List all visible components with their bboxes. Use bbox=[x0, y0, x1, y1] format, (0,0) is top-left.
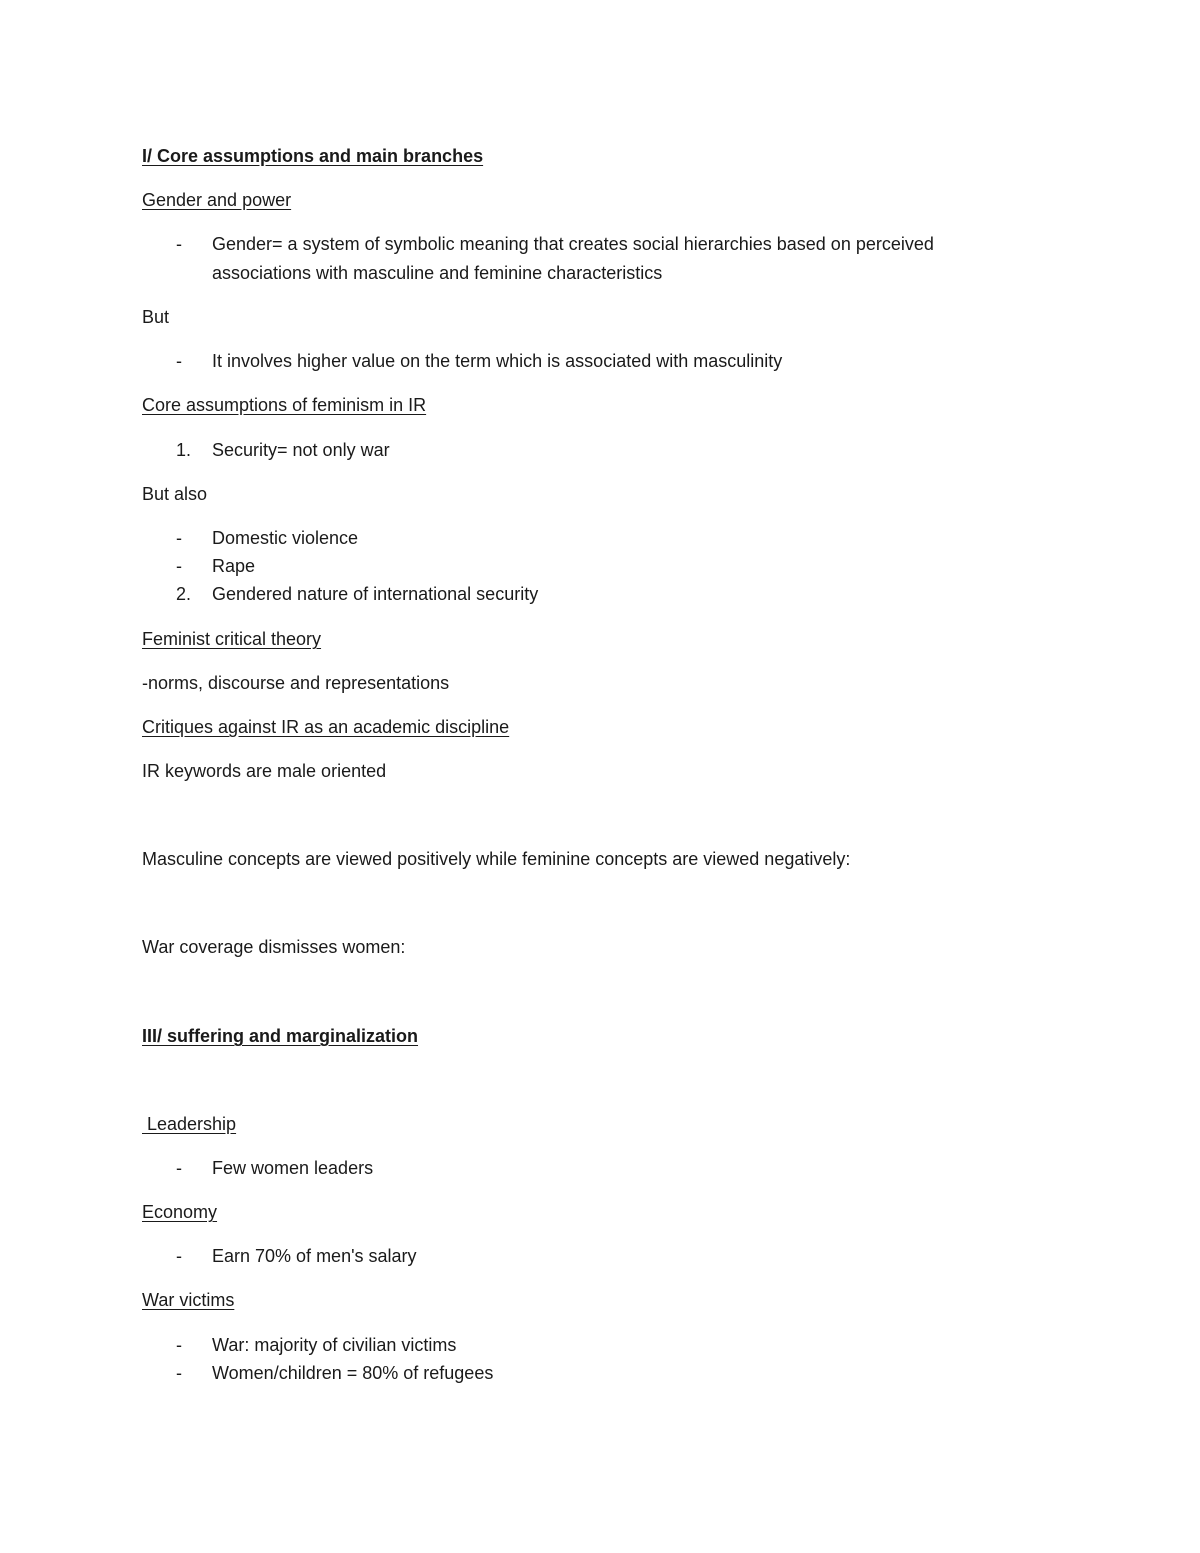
gendered-nature-item: Gendered nature of international security bbox=[212, 584, 539, 604]
security-item: Security= not only war bbox=[212, 440, 390, 460]
war-coverage-text: War coverage dismisses women: bbox=[142, 937, 406, 957]
gender-power-subheading: Gender and power bbox=[142, 190, 292, 210]
gender-definition-line1: Gender= a system of symbolic meaning that creates social hierarchies based on perceived bbox=[212, 234, 934, 254]
economy-subheading: Economy bbox=[142, 1202, 218, 1222]
bullet-dash: - bbox=[176, 556, 182, 576]
bullet-dash: - bbox=[176, 1246, 182, 1266]
bullet-dash: - bbox=[176, 1363, 182, 1383]
domestic-violence-item: Domestic violence bbox=[212, 528, 359, 548]
section1-heading: I/ Core assumptions and main branches bbox=[142, 146, 484, 166]
masculinity-value-item: It involves higher value on the term which is associated with masculinity bbox=[212, 351, 783, 371]
list-number-2: 2. bbox=[176, 584, 192, 604]
war-victims-subheading: War victims bbox=[142, 1290, 235, 1310]
bullet-dash: - bbox=[176, 1335, 182, 1355]
salary-item: Earn 70% of men's salary bbox=[212, 1246, 417, 1266]
section3-heading: III/ suffering and marginalization bbox=[142, 1026, 419, 1046]
feminist-critical-text: -norms, discourse and representations bbox=[142, 673, 450, 693]
critiques-text: IR keywords are male oriented bbox=[142, 761, 387, 781]
leadership-subheading: Leadership bbox=[142, 1114, 237, 1134]
bullet-dash: - bbox=[176, 528, 182, 548]
bullet-dash: - bbox=[176, 1158, 182, 1178]
core-assumptions-subheading: Core assumptions of feminism in IR bbox=[142, 395, 427, 415]
masculine-concepts-text: Masculine concepts are viewed positively while feminine concepts are viewed negatively: bbox=[142, 849, 851, 869]
list-number-1: 1. bbox=[176, 440, 192, 460]
bullet-dash: - bbox=[176, 234, 182, 254]
gender-definition-line2: associations with masculine and feminine characteristics bbox=[212, 263, 663, 283]
feminist-critical-subheading: Feminist critical theory bbox=[142, 629, 322, 649]
civilian-victims-item: War: majority of civilian victims bbox=[212, 1335, 457, 1355]
few-women-leaders-item: Few women leaders bbox=[212, 1158, 374, 1178]
but-text: But bbox=[142, 307, 170, 327]
bullet-dash: - bbox=[176, 351, 182, 371]
refugees-item: Women/children = 80% of refugees bbox=[212, 1363, 494, 1383]
but-also-text: But also bbox=[142, 484, 208, 504]
rape-item: Rape bbox=[212, 556, 256, 576]
critiques-subheading: Critiques against IR as an academic discipline bbox=[142, 717, 510, 737]
